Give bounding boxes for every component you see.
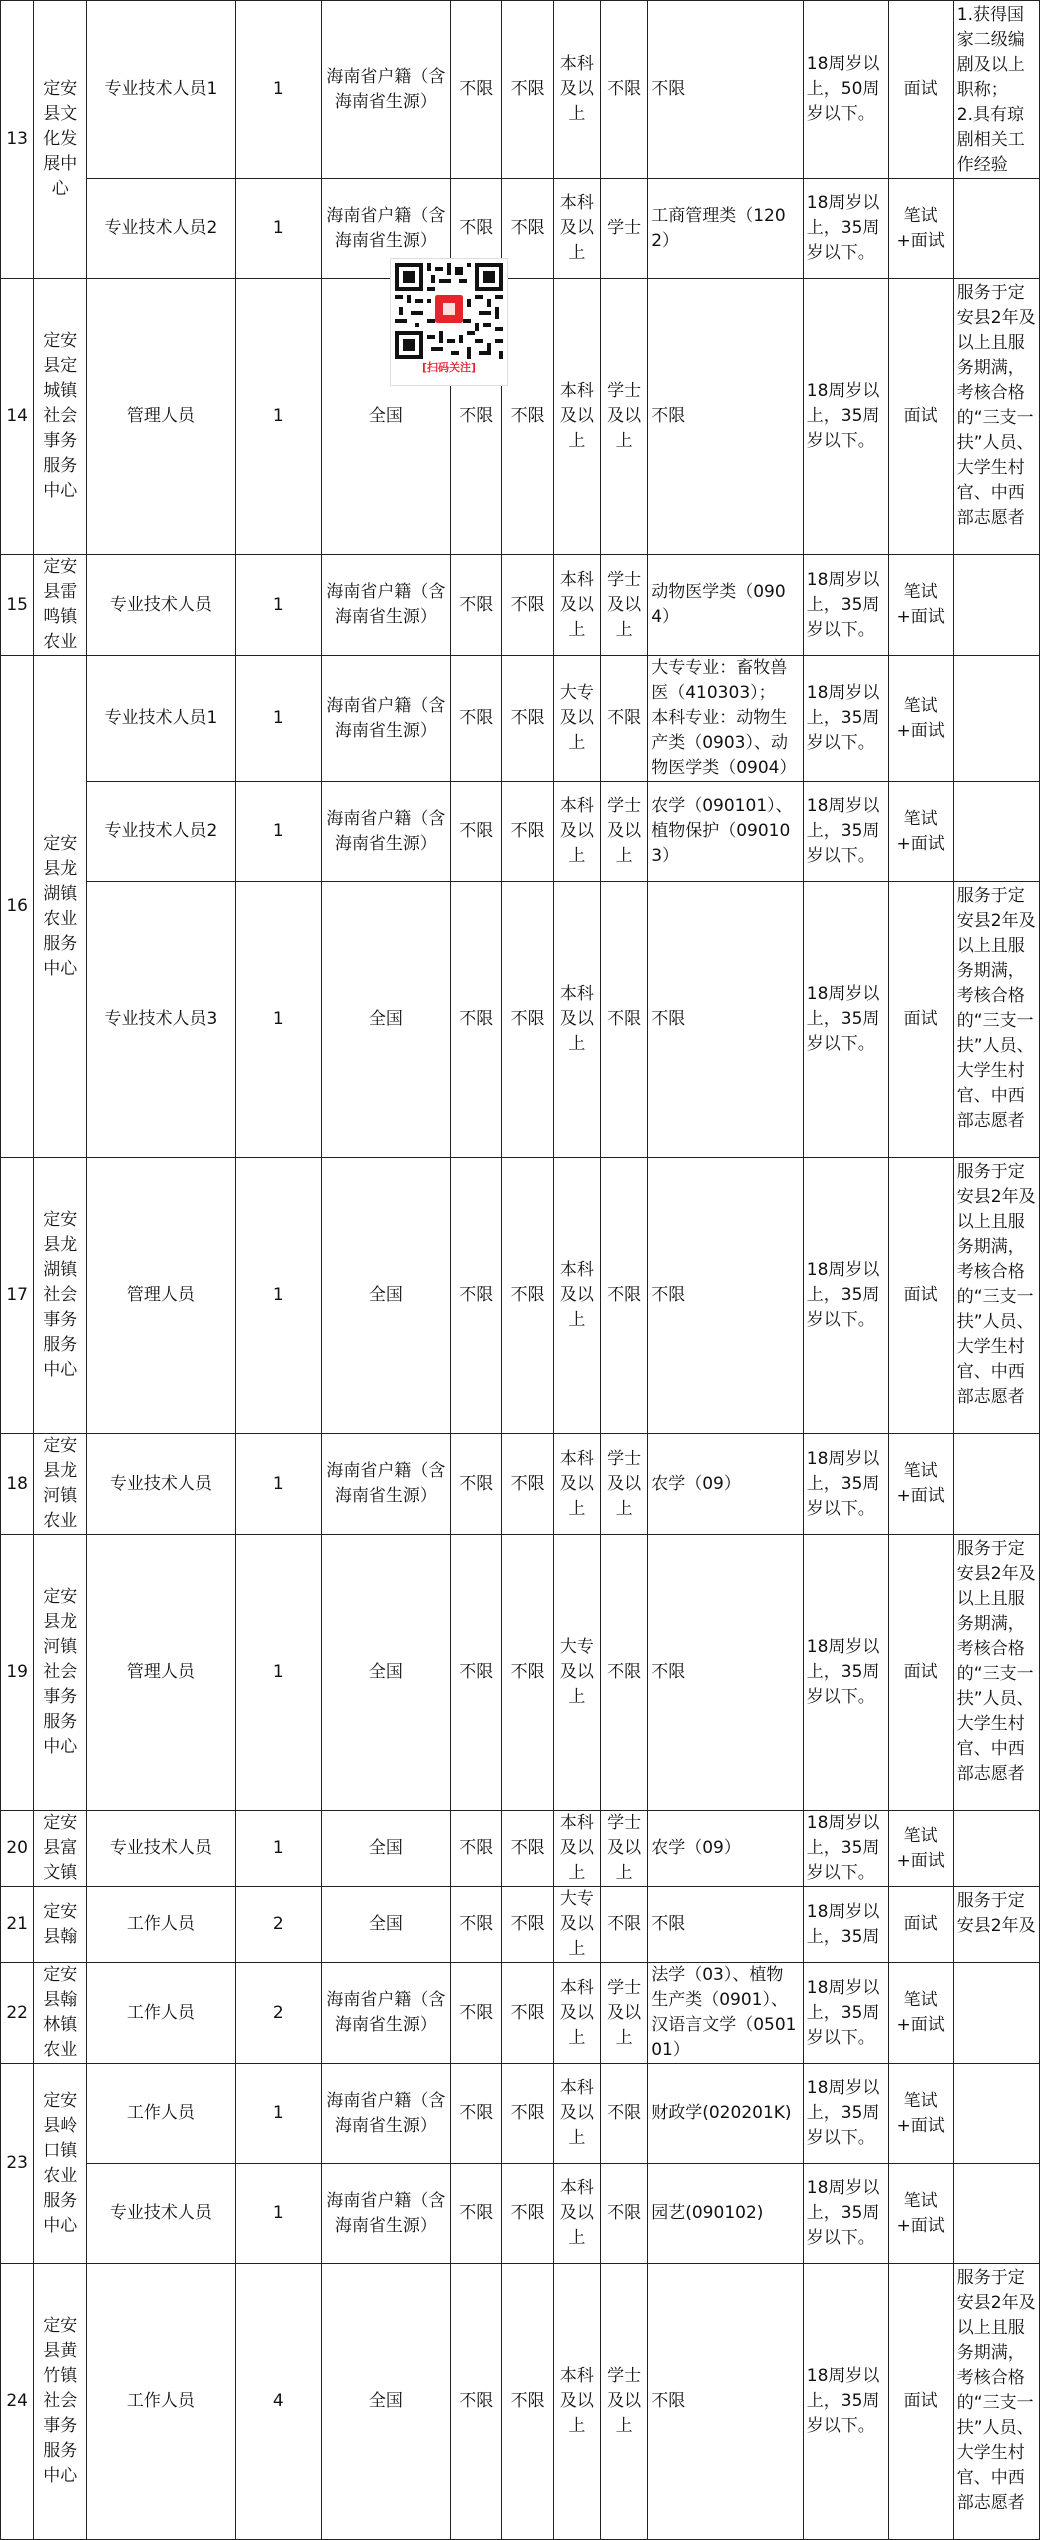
employer-unit: 定安县富文镇	[34, 1811, 87, 1887]
hire-count: 1	[235, 882, 321, 1158]
age-requirement: 18周岁以上，35周岁以下。	[803, 279, 888, 555]
degree: 不限	[601, 1158, 648, 1434]
hire-count: 1	[235, 279, 321, 555]
degree: 不限	[601, 2164, 648, 2264]
hire-count: 1	[235, 2164, 321, 2264]
table-row	[1, 2264, 1040, 2540]
table-row	[1, 2064, 1040, 2164]
age-requirement: 18周岁以上，35周岁以下。	[803, 882, 888, 1158]
education: 本科及以上	[553, 1811, 600, 1887]
age-limit: 不限	[451, 1158, 502, 1434]
age-requirement: 18周岁以上，35周岁以下。	[803, 2164, 888, 2264]
age-requirement: 18周岁以上，35周岁以下。	[803, 1963, 888, 2064]
age-requirement: 18周岁以上，35周岁以下。	[803, 555, 888, 656]
recruit-scope: 海南省户籍（含海南省生源）	[321, 1434, 450, 1535]
hire-count: 2	[235, 1887, 321, 1963]
education: 本科及以上	[553, 882, 600, 1158]
hire-count: 1	[235, 782, 321, 882]
age-limit: 不限	[451, 882, 502, 1158]
position-name: 工作人员	[87, 2064, 236, 2164]
position-name: 管理人员	[87, 1158, 236, 1434]
remarks: 服务于定安县2年及以上且服务期满，考核合格的“三支一扶”人员、大学生村官、中西部志愿者	[953, 2264, 1039, 2540]
position-name: 专业技术人员	[87, 2164, 236, 2264]
age-requirement: 18周岁以上，35周岁以下。	[803, 782, 888, 882]
recruit-scope: 海南省户籍（含海南省生源）	[321, 179, 450, 279]
gender-limit: 不限	[502, 782, 553, 882]
age-limit: 不限	[451, 656, 502, 782]
exam-type: 笔试+面试	[888, 656, 953, 782]
gender-limit: 不限	[502, 1158, 553, 1434]
major: 不限	[648, 2264, 804, 2540]
hire-count: 1	[235, 1811, 321, 1887]
age-limit: 不限	[451, 2264, 502, 2540]
age-limit: 不限	[451, 1434, 502, 1535]
age-limit: 不限	[451, 179, 502, 279]
gender-limit: 不限	[502, 656, 553, 782]
employer-unit: 定安县定城镇社会事务服务中心	[34, 279, 87, 555]
exam-type: 面试	[888, 1, 953, 179]
position-name: 工作人员	[87, 1963, 236, 2064]
major: 法学（03）、植物生产类（0901）、汉语言文学（050101）	[648, 1963, 804, 2064]
gender-limit: 不限	[502, 1963, 553, 2064]
age-requirement: 18周岁以上，35周岁以下。	[803, 1158, 888, 1434]
exam-type: 笔试+面试	[888, 555, 953, 656]
recruit-scope: 海南省户籍（含海南省生源）	[321, 1963, 450, 2064]
education: 本科及以上	[553, 279, 600, 555]
age-limit: 不限	[451, 2064, 502, 2164]
recruit-scope: 海南省户籍（含海南省生源）	[321, 656, 450, 782]
major: 不限	[648, 1887, 804, 1963]
position-name: 工作人员	[87, 2264, 236, 2540]
row-number: 18	[1, 1434, 34, 1535]
gender-limit: 不限	[502, 1434, 553, 1535]
age-limit: 不限	[451, 2164, 502, 2264]
table-row	[1, 1963, 1040, 2064]
degree: 学士及以上	[601, 782, 648, 882]
employer-unit: 定安县文化发展中心	[34, 1, 87, 279]
table-row	[1, 2164, 1040, 2264]
age-limit: 不限	[451, 1, 502, 179]
degree: 学士及以上	[601, 555, 648, 656]
remarks	[953, 179, 1039, 279]
gender-limit: 不限	[502, 2164, 553, 2264]
degree: 学士及以上	[601, 1434, 648, 1535]
education: 本科及以上	[553, 555, 600, 656]
remarks	[953, 555, 1039, 656]
table-row	[1, 1887, 1040, 1963]
degree: 学士及以上	[601, 1963, 648, 2064]
row-number: 20	[1, 1811, 34, 1887]
age-requirement: 18周岁以上，35周岁以下。	[803, 1535, 888, 1811]
age-limit: 不限	[451, 555, 502, 656]
exam-type: 面试	[888, 882, 953, 1158]
remarks	[953, 656, 1039, 782]
remarks: 服务于定安县2年及以上且服务期满，考核合格的“三支一扶”人员、大学生村官、中西部志愿者	[953, 279, 1039, 555]
position-name: 专业技术人员2	[87, 782, 236, 882]
hire-count: 1	[235, 1434, 321, 1535]
education: 本科及以上	[553, 2064, 600, 2164]
hire-count: 1	[235, 2064, 321, 2164]
degree: 不限	[601, 1535, 648, 1811]
exam-type: 面试	[888, 1887, 953, 1963]
exam-type: 面试	[888, 279, 953, 555]
remarks: 1.获得国家二级编剧及以上职称； 2.具有琼剧相关工作经验	[953, 1, 1039, 179]
major: 不限	[648, 1, 804, 179]
major: 工商管理类（1202）	[648, 179, 804, 279]
recruit-scope: 海南省户籍（含海南省生源）	[321, 2164, 450, 2264]
table-row	[1, 179, 1040, 279]
exam-type: 笔试+面试	[888, 782, 953, 882]
employer-unit: 定安县雷鸣镇农业	[34, 555, 87, 656]
age-requirement: 18周岁以上，50周岁以下。	[803, 1, 888, 179]
table-row	[1, 279, 1040, 555]
major: 农学（09）	[648, 1434, 804, 1535]
major: 大专专业：畜牧兽医（410303）； 本科专业：动物生产类（0903）、动物医学类（0904）	[648, 656, 804, 782]
degree: 不限	[601, 882, 648, 1158]
age-requirement: 18周岁以上，35周岁以下。	[803, 1434, 888, 1535]
age-requirement: 18周岁以上，35周岁以下。	[803, 2064, 888, 2164]
exam-type: 笔试+面试	[888, 1811, 953, 1887]
row-number: 22	[1, 1963, 34, 2064]
major: 财政学(020201K)	[648, 2064, 804, 2164]
age-limit: 不限	[451, 1811, 502, 1887]
education: 本科及以上	[553, 1963, 600, 2064]
hire-count: 1	[235, 1535, 321, 1811]
degree: 不限	[601, 656, 648, 782]
recruit-scope: 全国	[321, 1887, 450, 1963]
major: 不限	[648, 1535, 804, 1811]
employer-unit: 定安县翰林镇农业	[34, 1963, 87, 2064]
major: 动物医学类（0904）	[648, 555, 804, 656]
education: 本科及以上	[553, 1, 600, 179]
gender-limit: 不限	[502, 179, 553, 279]
position-name: 工作人员	[87, 1887, 236, 1963]
hire-count: 2	[235, 1963, 321, 2064]
row-number: 23	[1, 2064, 34, 2264]
row-number: 13	[1, 1, 34, 279]
gender-limit: 不限	[502, 1887, 553, 1963]
row-number: 21	[1, 1887, 34, 1963]
table-row	[1, 555, 1040, 656]
table-row	[1, 1434, 1040, 1535]
remarks: 服务于定安县2年及以上且服务期满，考核合格的“三支一扶”人员、大学生村官、中西部志愿者	[953, 882, 1039, 1158]
age-requirement: 18周岁以上，35周岁以下。	[803, 2264, 888, 2540]
major: 园艺(090102)	[648, 2164, 804, 2264]
gender-limit: 不限	[502, 1535, 553, 1811]
gender-limit: 不限	[502, 1, 553, 179]
exam-type: 面试	[888, 1158, 953, 1434]
age-limit: 不限	[451, 279, 502, 555]
exam-type: 面试	[888, 2264, 953, 2540]
major: 不限	[648, 882, 804, 1158]
age-limit: 不限	[451, 1963, 502, 2064]
exam-type: 笔试+面试	[888, 1963, 953, 2064]
major: 农学（09）	[648, 1811, 804, 1887]
degree: 学士	[601, 179, 648, 279]
recruit-scope: 全国	[321, 1535, 450, 1811]
remarks	[953, 1811, 1039, 1887]
row-number: 24	[1, 2264, 34, 2540]
age-requirement: 18周岁以上，35周	[803, 1887, 888, 1963]
position-name: 专业技术人员1	[87, 656, 236, 782]
education: 本科及以上	[553, 2164, 600, 2264]
exam-type: 面试	[888, 1535, 953, 1811]
employer-unit: 定安县龙湖镇农业服务中心	[34, 656, 87, 1158]
qr-code-icon	[395, 263, 503, 359]
position-name: 专业技术人员1	[87, 1, 236, 179]
employer-unit: 定安县龙河镇农业	[34, 1434, 87, 1535]
gender-limit: 不限	[502, 279, 553, 555]
employer-unit: 定安县龙湖镇社会事务服务中心	[34, 1158, 87, 1434]
position-name: 管理人员	[87, 279, 236, 555]
table-row	[1, 1, 1040, 179]
education: 大专及以上	[553, 1887, 600, 1963]
table-row	[1, 1811, 1040, 1887]
employer-unit: 定安县龙河镇社会事务服务中心	[34, 1535, 87, 1811]
recruit-scope: 海南省户籍（含海南省生源）	[321, 1, 450, 179]
education: 本科及以上	[553, 179, 600, 279]
age-limit: 不限	[451, 1535, 502, 1811]
exam-type: 笔试+面试	[888, 2064, 953, 2164]
employer-unit: 定安县翰	[34, 1887, 87, 1963]
table-row	[1, 1535, 1040, 1811]
position-name: 专业技术人员	[87, 555, 236, 656]
degree: 不限	[601, 2064, 648, 2164]
hire-count: 1	[235, 1, 321, 179]
major: 农学（090101）、植物保护（090103）	[648, 782, 804, 882]
recruit-scope: 全国	[321, 882, 450, 1158]
employer-unit: 定安县黄竹镇社会事务服务中心	[34, 2264, 87, 2540]
recruit-scope: 海南省户籍（含海南省生源）	[321, 782, 450, 882]
employer-unit: 定安县岭口镇农业服务中心	[34, 2064, 87, 2264]
degree: 学士及以上	[601, 279, 648, 555]
recruit-scope: 全国	[321, 1158, 450, 1434]
hire-count: 1	[235, 656, 321, 782]
hire-count: 1	[235, 1158, 321, 1434]
age-requirement: 18周岁以上，35周岁以下。	[803, 1811, 888, 1887]
hire-count: 1	[235, 555, 321, 656]
position-name: 专业技术人员2	[87, 179, 236, 279]
remarks: 服务于定安县2年及	[953, 1887, 1039, 1963]
gender-limit: 不限	[502, 2064, 553, 2164]
position-name: 专业技术人员	[87, 1811, 236, 1887]
row-number: 16	[1, 656, 34, 1158]
degree: 不限	[601, 1887, 648, 1963]
recruit-scope: 全国	[321, 279, 450, 555]
recruit-scope: 全国	[321, 2264, 450, 2540]
degree: 学士及以上	[601, 1811, 648, 1887]
gender-limit: 不限	[502, 882, 553, 1158]
recruit-scope: 全国	[321, 1811, 450, 1887]
age-requirement: 18周岁以上，35周岁以下。	[803, 179, 888, 279]
age-requirement: 18周岁以上，35周岁以下。	[803, 656, 888, 782]
remarks	[953, 782, 1039, 882]
age-limit: 不限	[451, 1887, 502, 1963]
remarks	[953, 1434, 1039, 1535]
education: 大专及以上	[553, 656, 600, 782]
education: 本科及以上	[553, 1434, 600, 1535]
remarks	[953, 2064, 1039, 2164]
recruit-scope: 海南省户籍（含海南省生源）	[321, 2064, 450, 2164]
exam-type: 笔试+面试	[888, 179, 953, 279]
table-row	[1, 882, 1040, 1158]
exam-type: 笔试+面试	[888, 2164, 953, 2264]
qr-code[interactable]	[390, 258, 508, 386]
age-limit: 不限	[451, 782, 502, 882]
education: 本科及以上	[553, 2264, 600, 2540]
gender-limit: 不限	[502, 2264, 553, 2540]
table-row	[1, 656, 1040, 782]
row-number: 15	[1, 555, 34, 656]
table-row	[1, 1158, 1040, 1434]
qr-caption: [扫码关注]	[421, 361, 477, 374]
table-row	[1, 782, 1040, 882]
education: 本科及以上	[553, 1158, 600, 1434]
row-number: 19	[1, 1535, 34, 1811]
recruit-scope: 海南省户籍（含海南省生源）	[321, 555, 450, 656]
hire-count: 1	[235, 179, 321, 279]
education: 本科及以上	[553, 782, 600, 882]
gender-limit: 不限	[502, 1811, 553, 1887]
row-number: 14	[1, 279, 34, 555]
remarks	[953, 2164, 1039, 2264]
exam-type: 笔试+面试	[888, 1434, 953, 1535]
row-number: 17	[1, 1158, 34, 1434]
degree: 不限	[601, 1, 648, 179]
position-name: 管理人员	[87, 1535, 236, 1811]
remarks: 服务于定安县2年及以上且服务期满，考核合格的“三支一扶”人员、大学生村官、中西部志愿者	[953, 1158, 1039, 1434]
position-name: 专业技术人员3	[87, 882, 236, 1158]
remarks: 服务于定安县2年及以上且服务期满，考核合格的“三支一扶”人员、大学生村官、中西部志愿者	[953, 1535, 1039, 1811]
degree: 学士及以上	[601, 2264, 648, 2540]
position-name: 专业技术人员	[87, 1434, 236, 1535]
gender-limit: 不限	[502, 555, 553, 656]
major: 不限	[648, 279, 804, 555]
hire-count: 4	[235, 2264, 321, 2540]
major: 不限	[648, 1158, 804, 1434]
education: 大专及以上	[553, 1535, 600, 1811]
remarks	[953, 1963, 1039, 2064]
